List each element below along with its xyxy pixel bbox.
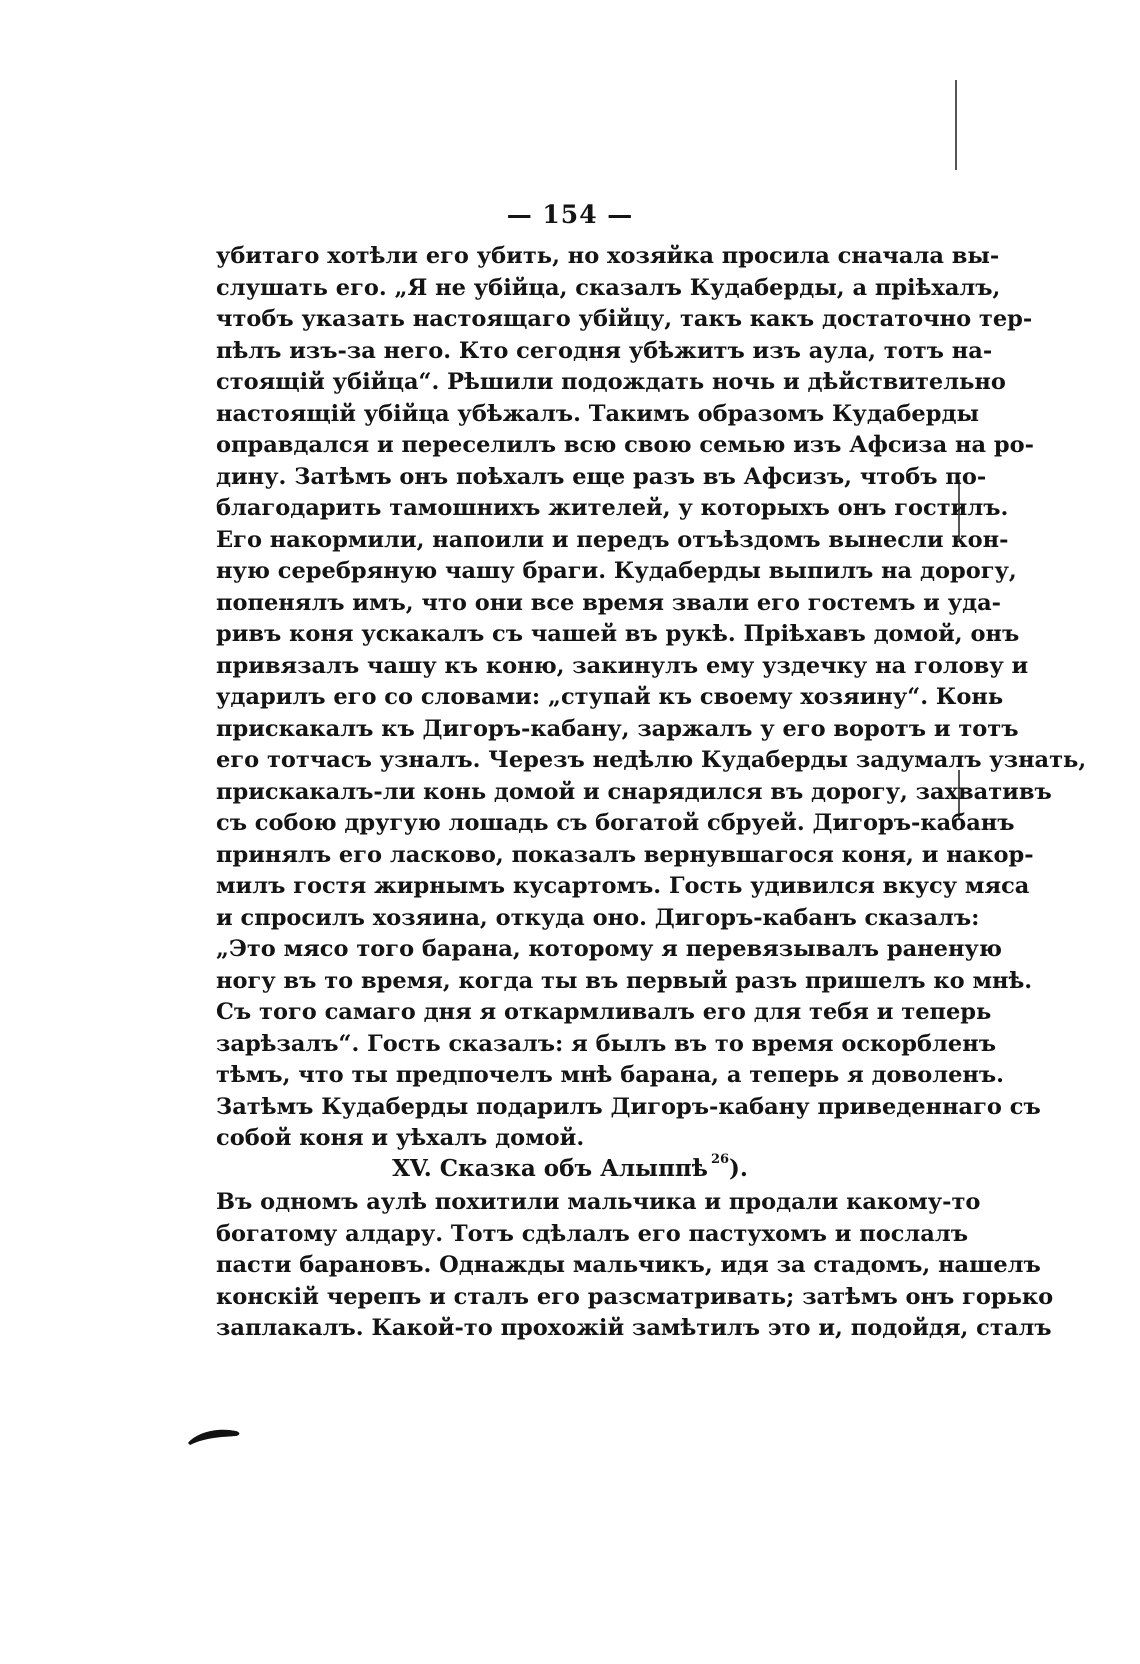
text-line: убитаго хотѣли его убить, но хозяйка просила сначала вы-: [216, 243, 1000, 269]
page-number: — 154 —: [506, 200, 634, 229]
text-line: заплакалъ. Какой-то прохожій замѣтилъ это и, подойдя, сталъ: [216, 1315, 1052, 1341]
text-line: слушать его. „Я не убійца, сказалъ Кудаберды, а пріѣхалъ,: [216, 274, 1001, 301]
text-line: пасти барановъ. Однажды мальчикъ, идя за стадомъ, нашелъ: [216, 1252, 1041, 1278]
text-line: зарѣзалъ“. Гость сказалъ: я былъ въ то время оскорбленъ: [216, 1030, 996, 1057]
text-line: собой коня и уѣхалъ домой.: [216, 1125, 585, 1151]
text-line: Съ того самаго дня я откармливалъ его для тебя и теперь: [216, 999, 992, 1025]
text-line: оправдался и переселилъ всю свою семью изъ Афсиза на ро-: [216, 432, 1034, 458]
ink-blot-mark: [186, 1425, 242, 1447]
text-line: попенялъ имъ, что они все время звали его гостемъ и уда-: [216, 589, 1002, 616]
text-line: Его накормили, напоили и передъ отъѣздомъ вынесли кон-: [216, 526, 1009, 553]
text-line: Въ одномъ аулѣ похитили мальчика и продали какому-то: [216, 1189, 981, 1215]
text-line: пѣлъ изъ-за него. Кто сегодня убѣжитъ изъ аула, тотъ на-: [216, 337, 993, 364]
text-line: чтобъ указать настоящаго убійцу, такъ какъ достаточно тер-: [216, 306, 1033, 332]
text-line: „Это мясо того барана, которому я перевязывалъ раненую: [216, 936, 1002, 962]
scan-edge-line: [955, 80, 957, 170]
section-heading: [0, 1152, 1140, 1182]
text-line: тѣмъ, что ты предпочелъ мнѣ барана, а теперь я доволенъ.: [216, 1062, 1004, 1088]
paragraph-1: [216, 241, 1087, 1155]
text-line: милъ гостя жирнымъ кусартомъ. Гость удивился вкусу мяса: [216, 873, 1030, 899]
text-line: съ собою другую лошадь съ богатой сбруей. Дигоръ-кабанъ: [216, 810, 1015, 836]
text-line: прискакалъ-ли конь домой и снарядился въ дорогу, захвативъ: [216, 778, 1052, 805]
text-line: ривъ коня ускакалъ съ чашей въ рукѣ. Пріѣхавъ домой, онъ: [216, 621, 1020, 647]
text-line: ную серебряную чашу браги. Кудаберды выпилъ на дорогу,: [216, 558, 1017, 584]
text-line: принялъ его ласково, показалъ вернувшагося коня, и накор-: [216, 841, 1034, 868]
text-line: ногу въ то время, когда ты въ первый разъ пришелъ ко мнѣ.: [216, 967, 1033, 994]
text-line: дину. Затѣмъ онъ поѣхалъ еще разъ въ Афсизъ, чтобъ по-: [216, 463, 987, 490]
text-line: привязалъ чашу къ коню, закинулъ ему уздечку на голову и: [216, 652, 1029, 679]
text-line: его тотчасъ узналъ. Черезъ недѣлю Кудаберды задумалъ узнать,: [216, 747, 1087, 773]
text-line: благодарить тамошнихъ жителей, у которыхъ онъ гостилъ.: [216, 495, 1009, 521]
text-line: богатому алдару. Тотъ сдѣлалъ его пастухомъ и послалъ: [216, 1220, 968, 1247]
paragraph-2: [216, 1187, 1054, 1345]
footnote-reference: 26: [710, 1152, 730, 1167]
heading-text: XV. Сказка объ Алыппѣ: [392, 1155, 708, 1182]
text-line: конскій черепъ и сталъ его разсматривать; затѣмъ онъ горько: [216, 1283, 1054, 1310]
text-line: и спросилъ хозяина, откуда оно. Дигоръ-кабанъ сказалъ:: [216, 904, 980, 931]
heading-close: ).: [729, 1155, 748, 1182]
text-line: ударилъ его со словами: „ступай къ своему хозяину“. Конь: [216, 684, 1004, 710]
text-line: Затѣмъ Кудаберды подарилъ Дигоръ-кабану приведеннаго съ: [216, 1093, 1041, 1120]
text-line: стоящій убійца“. Рѣшили подождать ночь и дѣйствительно: [216, 369, 1006, 395]
text-line: прискакалъ къ Дигоръ-кабану, заржалъ у его воротъ и тотъ: [216, 715, 1019, 742]
text-line: настоящій убійца убѣжалъ. Такимъ образомъ Кудаберды: [216, 400, 980, 427]
